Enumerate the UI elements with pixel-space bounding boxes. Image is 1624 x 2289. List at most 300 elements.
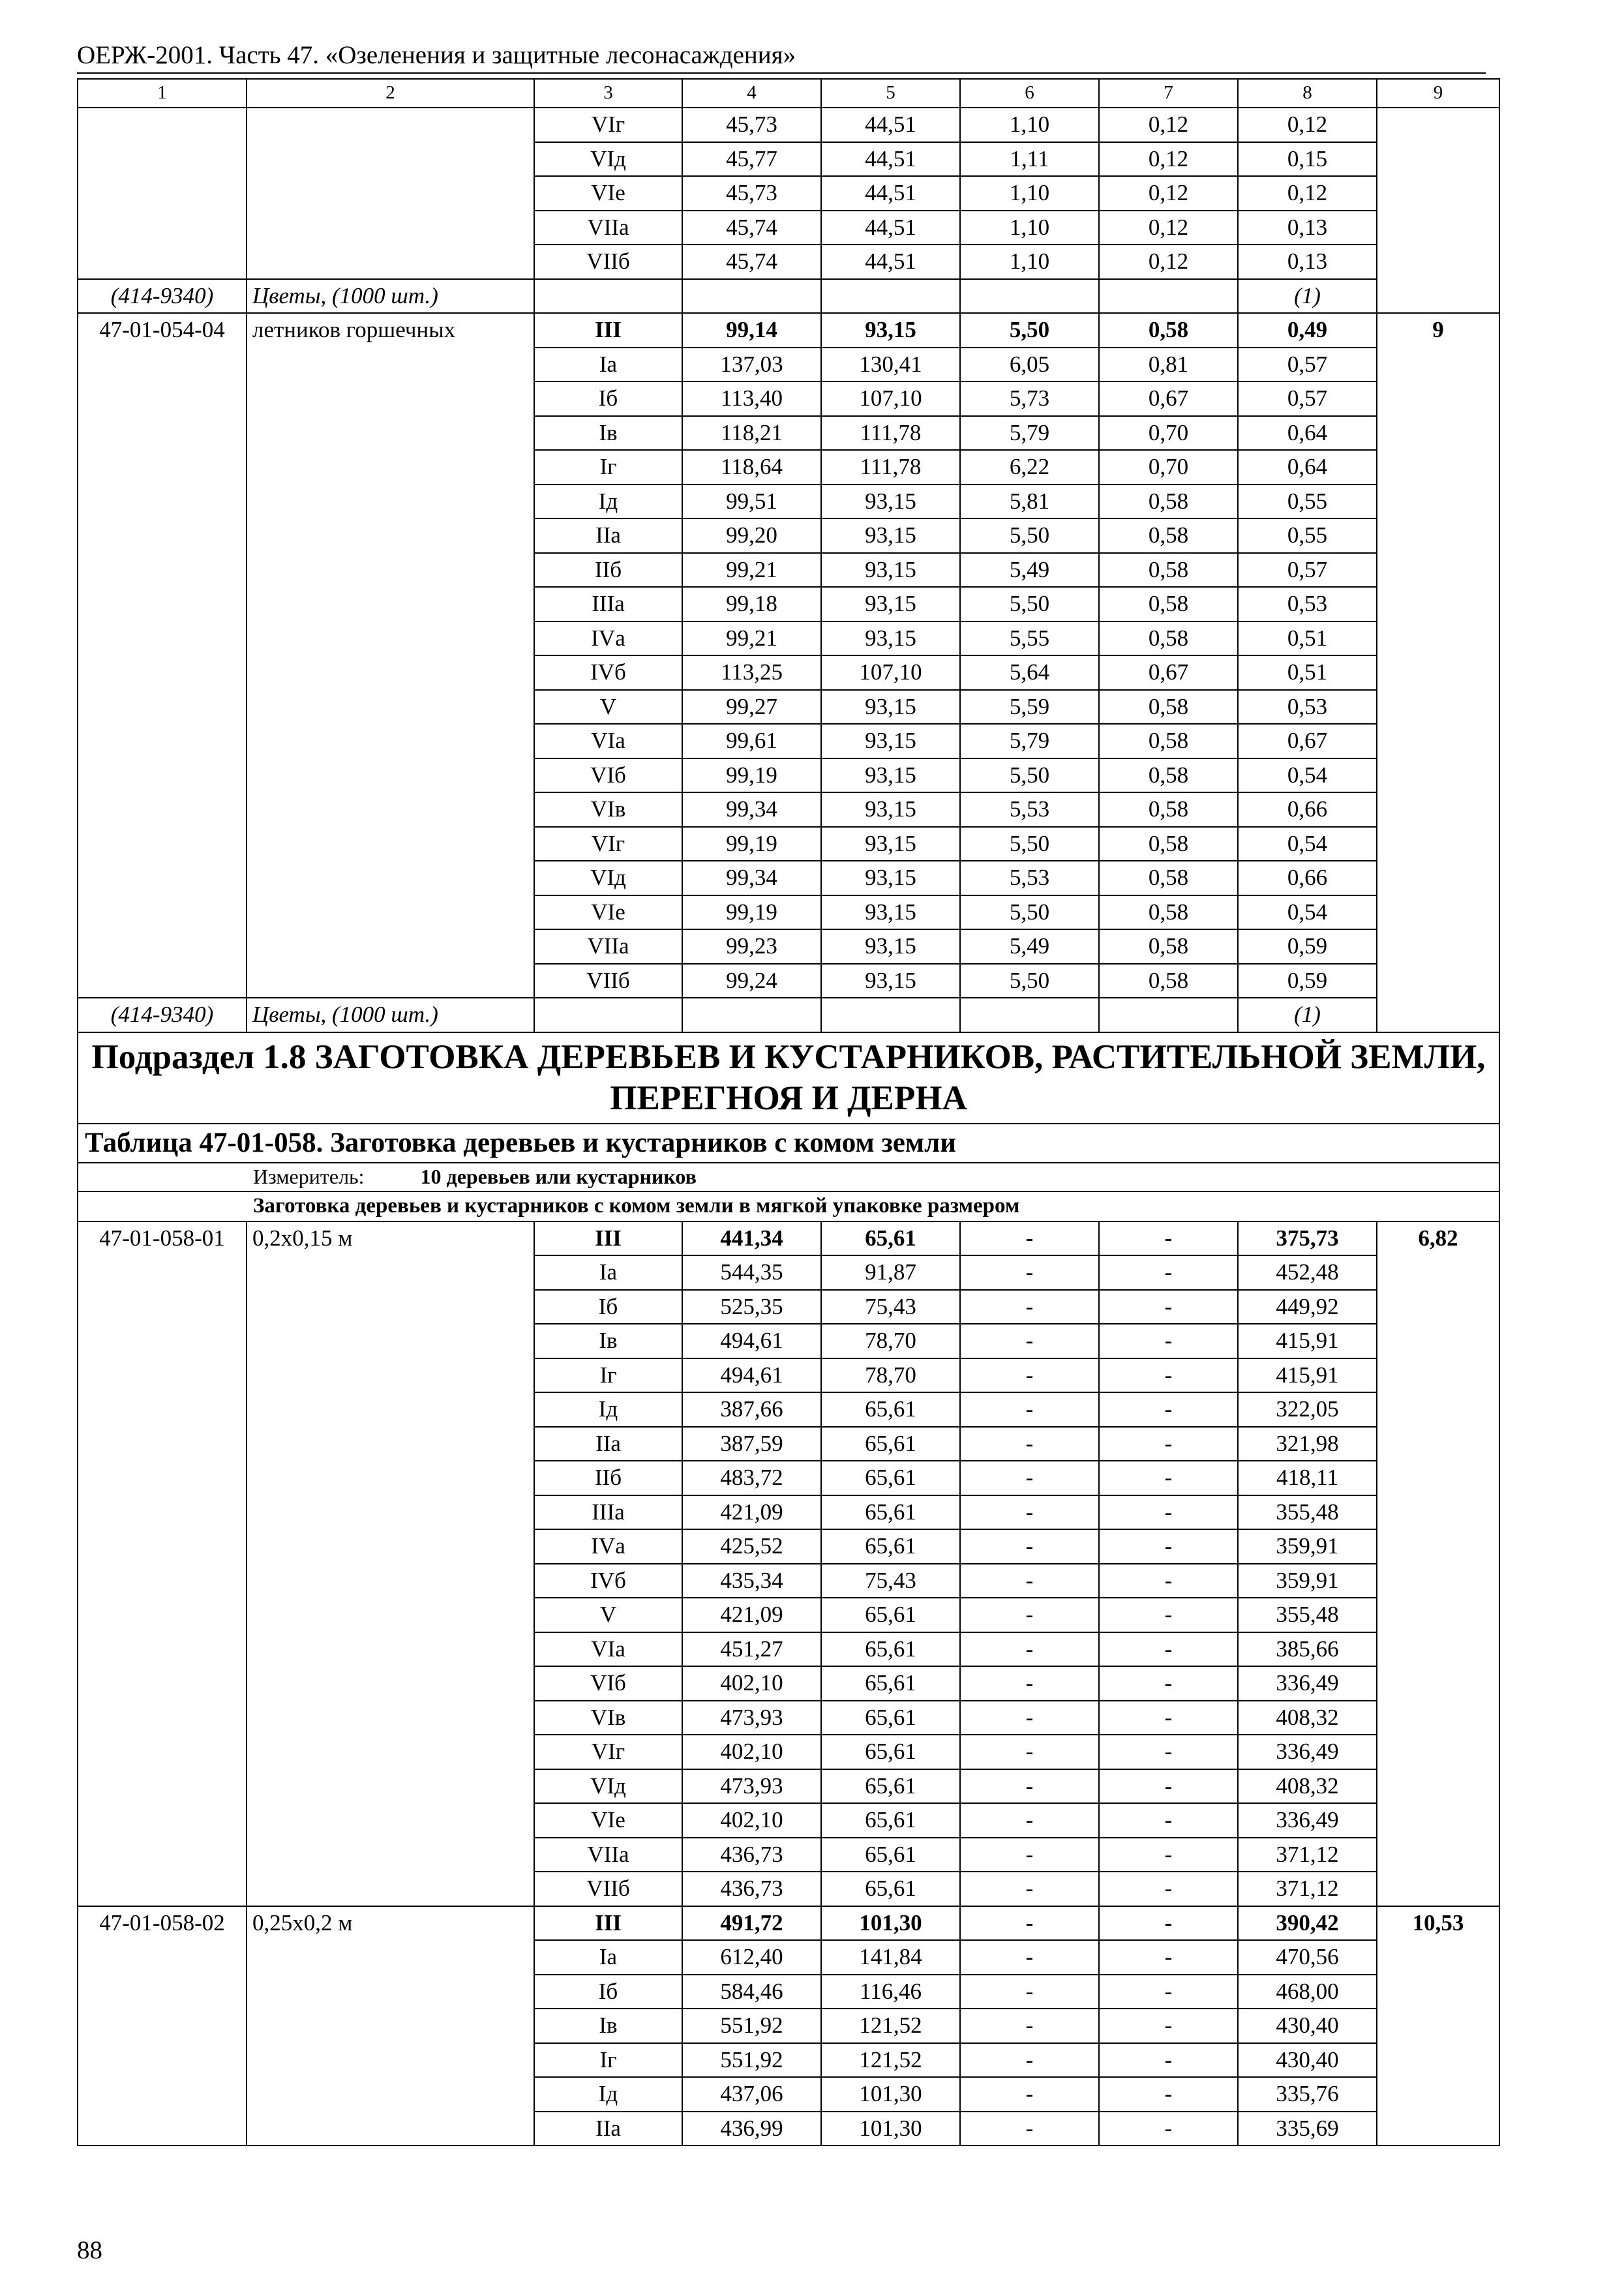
table-cell bbox=[1099, 998, 1238, 1032]
value-cell: - bbox=[1099, 1769, 1238, 1804]
table-cell bbox=[960, 998, 1099, 1032]
column-number-row bbox=[78, 79, 1499, 108]
value-cell: 93,15 bbox=[821, 518, 960, 553]
value-cell: 5,79 bbox=[960, 416, 1099, 451]
value-cell: 402,10 bbox=[682, 1735, 821, 1769]
zone-cell: Iг bbox=[534, 1358, 682, 1393]
value-cell: 0,12 bbox=[1099, 142, 1238, 177]
value-cell: 371,12 bbox=[1238, 1838, 1377, 1872]
table-cell bbox=[534, 279, 682, 314]
value-cell: 0,58 bbox=[1099, 895, 1238, 930]
value-cell: 355,48 bbox=[1238, 1598, 1377, 1632]
value-cell: 436,73 bbox=[682, 1872, 821, 1906]
norm-code: 47-01-058-01 bbox=[78, 1221, 247, 1906]
column-number: 1 bbox=[78, 79, 247, 108]
value-cell: 0,70 bbox=[1099, 450, 1238, 485]
value-cell: 5,79 bbox=[960, 724, 1099, 758]
value-cell: 0,53 bbox=[1238, 690, 1377, 725]
value-cell: 483,72 bbox=[682, 1461, 821, 1495]
value-cell: 441,34 bbox=[682, 1221, 821, 1256]
value-cell: 1,10 bbox=[960, 108, 1099, 142]
zone-cell: VIа bbox=[534, 1632, 682, 1667]
value-cell: 421,09 bbox=[682, 1495, 821, 1530]
zone-cell: VIг bbox=[534, 108, 682, 142]
value-cell: 390,42 bbox=[1238, 1906, 1377, 1941]
table-row bbox=[78, 1906, 1499, 1941]
table-cell bbox=[682, 998, 821, 1032]
value-cell: 65,61 bbox=[821, 1872, 960, 1906]
value-cell: 6,05 bbox=[960, 348, 1099, 382]
value-cell: 93,15 bbox=[821, 758, 960, 793]
value-cell: - bbox=[1099, 2112, 1238, 2146]
norm-code bbox=[78, 108, 247, 279]
value-cell: - bbox=[1099, 1461, 1238, 1495]
material-code: (414-9340) bbox=[78, 998, 247, 1032]
value-cell: 494,61 bbox=[682, 1324, 821, 1358]
value-cell: 335,69 bbox=[1238, 2112, 1377, 2146]
value-cell: 107,10 bbox=[821, 655, 960, 690]
value-cell: - bbox=[1099, 1221, 1238, 1256]
value-cell: 99,61 bbox=[682, 724, 821, 758]
value-cell: 6,22 bbox=[960, 450, 1099, 485]
value-cell: - bbox=[960, 1598, 1099, 1632]
value-cell: 101,30 bbox=[821, 2112, 960, 2146]
value-cell: 93,15 bbox=[821, 861, 960, 895]
value-cell: 65,61 bbox=[821, 1701, 960, 1735]
resource-cell: 6,82 bbox=[1377, 1221, 1499, 1906]
value-cell: 0,12 bbox=[1238, 108, 1377, 142]
value-cell: 0,12 bbox=[1238, 176, 1377, 211]
zone-cell: VIIб bbox=[534, 1872, 682, 1906]
value-cell: - bbox=[1099, 1255, 1238, 1290]
material-name: Цветы, (1000 шт.) bbox=[247, 998, 534, 1032]
value-cell: 435,34 bbox=[682, 1564, 821, 1598]
value-cell: 449,92 bbox=[1238, 1290, 1377, 1324]
zone-cell: Iд bbox=[534, 485, 682, 519]
value-cell: 107,10 bbox=[821, 382, 960, 416]
value-cell: 93,15 bbox=[821, 621, 960, 656]
value-cell: 93,15 bbox=[821, 964, 960, 998]
value-cell: 1,10 bbox=[960, 176, 1099, 211]
value-cell: 0,67 bbox=[1238, 724, 1377, 758]
material-unit-row bbox=[78, 279, 1499, 314]
value-cell: 99,19 bbox=[682, 827, 821, 861]
norm-name bbox=[247, 108, 534, 279]
value-cell: 0,51 bbox=[1238, 621, 1377, 656]
value-cell: - bbox=[1099, 1495, 1238, 1530]
value-cell: 0,58 bbox=[1099, 313, 1238, 348]
zone-cell: IIIа bbox=[534, 1495, 682, 1530]
value-cell: 78,70 bbox=[821, 1324, 960, 1358]
zone-cell: Iд bbox=[534, 1392, 682, 1427]
value-cell: 415,91 bbox=[1238, 1324, 1377, 1358]
table-cell bbox=[682, 279, 821, 314]
value-cell: 1,10 bbox=[960, 211, 1099, 245]
value-cell: 402,10 bbox=[682, 1666, 821, 1701]
value-cell: 375,73 bbox=[1238, 1221, 1377, 1256]
value-cell: 0,13 bbox=[1238, 211, 1377, 245]
column-number: 6 bbox=[960, 79, 1099, 108]
value-cell: 5,64 bbox=[960, 655, 1099, 690]
value-cell: 5,73 bbox=[960, 382, 1099, 416]
value-cell: 5,50 bbox=[960, 827, 1099, 861]
material-unit-row bbox=[78, 998, 1499, 1032]
value-cell: 0,55 bbox=[1238, 518, 1377, 553]
zone-cell: Iг bbox=[534, 450, 682, 485]
value-cell: 387,59 bbox=[682, 1427, 821, 1461]
value-cell: - bbox=[960, 1735, 1099, 1769]
value-cell: 0,58 bbox=[1099, 621, 1238, 656]
zone-cell: VIб bbox=[534, 1666, 682, 1701]
value-cell: 359,91 bbox=[1238, 1564, 1377, 1598]
value-cell: 99,19 bbox=[682, 895, 821, 930]
value-cell: 65,61 bbox=[821, 1598, 960, 1632]
value-cell: 5,50 bbox=[960, 518, 1099, 553]
value-cell: 0,58 bbox=[1099, 690, 1238, 725]
value-cell: 93,15 bbox=[821, 827, 960, 861]
zone-cell: Iа bbox=[534, 1255, 682, 1290]
value-cell: 0,58 bbox=[1099, 929, 1238, 964]
table-subtitle: Заготовка деревьев и кустарников с комом земли в мягкой упаковке размером bbox=[78, 1191, 1499, 1221]
value-cell: 473,93 bbox=[682, 1769, 821, 1804]
value-cell: 491,72 bbox=[682, 1906, 821, 1941]
value-cell: 116,46 bbox=[821, 1975, 960, 2009]
value-cell: 44,51 bbox=[821, 176, 960, 211]
table-cell bbox=[1099, 279, 1238, 314]
meter-cell bbox=[78, 1163, 1499, 1191]
zone-cell: VIа bbox=[534, 724, 682, 758]
value-cell: 5,59 bbox=[960, 690, 1099, 725]
zone-cell: VIг bbox=[534, 827, 682, 861]
zone-cell: VIд bbox=[534, 1769, 682, 1804]
material-quantity: (1) bbox=[1238, 279, 1377, 314]
zone-cell: Iб bbox=[534, 1290, 682, 1324]
value-cell: - bbox=[1099, 2043, 1238, 2078]
value-cell: 0,67 bbox=[1099, 655, 1238, 690]
value-cell: 525,35 bbox=[682, 1290, 821, 1324]
value-cell: 111,78 bbox=[821, 416, 960, 451]
value-cell: 321,98 bbox=[1238, 1427, 1377, 1461]
value-cell: 0,58 bbox=[1099, 964, 1238, 998]
value-cell: 93,15 bbox=[821, 724, 960, 758]
value-cell: 0,57 bbox=[1238, 553, 1377, 588]
value-cell: 436,73 bbox=[682, 1838, 821, 1872]
norm-code: 47-01-054-04 bbox=[78, 313, 247, 998]
value-cell: - bbox=[960, 1701, 1099, 1735]
value-cell: 44,51 bbox=[821, 211, 960, 245]
zone-cell: IIб bbox=[534, 1461, 682, 1495]
value-cell: 93,15 bbox=[821, 587, 960, 621]
value-cell: 93,15 bbox=[821, 313, 960, 348]
value-cell: 93,15 bbox=[821, 485, 960, 519]
value-cell: 5,50 bbox=[960, 313, 1099, 348]
value-cell: - bbox=[960, 1392, 1099, 1427]
meter-value: 10 деревьев или кустарников bbox=[420, 1164, 697, 1188]
value-cell: - bbox=[960, 1838, 1099, 1872]
table-cell bbox=[960, 279, 1099, 314]
value-cell: 468,00 bbox=[1238, 1975, 1377, 2009]
value-cell: 121,52 bbox=[821, 2043, 960, 2078]
value-cell: 418,11 bbox=[1238, 1461, 1377, 1495]
value-cell: - bbox=[1099, 1358, 1238, 1393]
value-cell: 65,61 bbox=[821, 1735, 960, 1769]
value-cell: 1,11 bbox=[960, 142, 1099, 177]
value-cell: 93,15 bbox=[821, 929, 960, 964]
value-cell: 335,76 bbox=[1238, 2077, 1377, 2112]
value-cell: 430,40 bbox=[1238, 2009, 1377, 2043]
column-number: 9 bbox=[1377, 79, 1499, 108]
value-cell: 101,30 bbox=[821, 2077, 960, 2112]
value-cell: 78,70 bbox=[821, 1358, 960, 1393]
value-cell: - bbox=[1099, 1427, 1238, 1461]
table-row bbox=[78, 1221, 1499, 1256]
value-cell: - bbox=[960, 2077, 1099, 2112]
norm-name: 0,2х0,15 м bbox=[247, 1221, 534, 1906]
value-cell: - bbox=[960, 1940, 1099, 1975]
value-cell: 99,24 bbox=[682, 964, 821, 998]
value-cell: 0,12 bbox=[1099, 176, 1238, 211]
value-cell: 93,15 bbox=[821, 792, 960, 827]
value-cell: 5,50 bbox=[960, 895, 1099, 930]
zone-cell: III bbox=[534, 1221, 682, 1256]
value-cell: 436,99 bbox=[682, 2112, 821, 2146]
value-cell: 0,81 bbox=[1099, 348, 1238, 382]
value-cell: 99,20 bbox=[682, 518, 821, 553]
value-cell: 0,58 bbox=[1099, 485, 1238, 519]
value-cell: - bbox=[960, 1975, 1099, 2009]
table-cell bbox=[821, 998, 960, 1032]
zone-cell: VIIа bbox=[534, 929, 682, 964]
value-cell: - bbox=[1099, 1290, 1238, 1324]
value-cell: 5,50 bbox=[960, 964, 1099, 998]
value-cell: 0,58 bbox=[1099, 724, 1238, 758]
zone-cell: VIг bbox=[534, 1735, 682, 1769]
value-cell: 425,52 bbox=[682, 1529, 821, 1564]
value-cell: - bbox=[1099, 2009, 1238, 2043]
value-cell: 473,93 bbox=[682, 1701, 821, 1735]
value-cell: - bbox=[960, 1564, 1099, 1598]
value-cell: 91,87 bbox=[821, 1255, 960, 1290]
value-cell: - bbox=[960, 1872, 1099, 1906]
value-cell: 99,14 bbox=[682, 313, 821, 348]
value-cell: - bbox=[960, 2043, 1099, 2078]
value-cell: 137,03 bbox=[682, 348, 821, 382]
section-title: Подраздел 1.8 ЗАГОТОВКА ДЕРЕВЬЕВ И КУСТАРНИКОВ, РАСТИТЕЛЬНОЙ ЗЕМЛИ, ПЕРЕГНОЯ И ДЕРНА bbox=[78, 1032, 1499, 1124]
value-cell: 402,10 bbox=[682, 1803, 821, 1838]
value-cell: 470,56 bbox=[1238, 1940, 1377, 1975]
zone-cell: IVб bbox=[534, 655, 682, 690]
value-cell: 612,40 bbox=[682, 1940, 821, 1975]
value-cell: 65,61 bbox=[821, 1838, 960, 1872]
value-cell: 385,66 bbox=[1238, 1632, 1377, 1667]
value-cell: 99,51 bbox=[682, 485, 821, 519]
value-cell: 118,21 bbox=[682, 416, 821, 451]
value-cell: 0,13 bbox=[1238, 245, 1377, 279]
value-cell: 44,51 bbox=[821, 108, 960, 142]
value-cell: 0,58 bbox=[1099, 861, 1238, 895]
value-cell: 121,52 bbox=[821, 2009, 960, 2043]
norm-name: 0,25х0,2 м bbox=[247, 1906, 534, 2146]
table-title-row bbox=[78, 1124, 1499, 1163]
value-cell: - bbox=[960, 1769, 1099, 1804]
value-cell: 0,57 bbox=[1238, 348, 1377, 382]
value-cell: 65,61 bbox=[821, 1461, 960, 1495]
value-cell: - bbox=[960, 1461, 1099, 1495]
zone-cell: VIд bbox=[534, 861, 682, 895]
header-rule bbox=[77, 72, 1486, 74]
norms-table bbox=[77, 78, 1500, 2146]
column-number: 7 bbox=[1099, 79, 1238, 108]
value-cell: - bbox=[1099, 1392, 1238, 1427]
value-cell: - bbox=[1099, 1872, 1238, 1906]
value-cell: 65,61 bbox=[821, 1221, 960, 1256]
value-cell: 65,61 bbox=[821, 1495, 960, 1530]
value-cell: - bbox=[960, 1529, 1099, 1564]
zone-cell: Iв bbox=[534, 2009, 682, 2043]
zone-cell: Iб bbox=[534, 1975, 682, 2009]
zone-cell: IIа bbox=[534, 1427, 682, 1461]
value-cell: 430,40 bbox=[1238, 2043, 1377, 2078]
value-cell: 0,54 bbox=[1238, 895, 1377, 930]
value-cell: 65,61 bbox=[821, 1392, 960, 1427]
value-cell: 0,59 bbox=[1238, 929, 1377, 964]
value-cell: 5,55 bbox=[960, 621, 1099, 656]
zone-cell: Iа bbox=[534, 348, 682, 382]
value-cell: 65,61 bbox=[821, 1632, 960, 1667]
value-cell: 408,32 bbox=[1238, 1701, 1377, 1735]
column-number: 2 bbox=[247, 79, 534, 108]
value-cell: 0,58 bbox=[1099, 792, 1238, 827]
resource-cell: 9 bbox=[1377, 313, 1499, 1032]
value-cell: 322,05 bbox=[1238, 1392, 1377, 1427]
zone-cell: VIе bbox=[534, 1803, 682, 1838]
value-cell: 111,78 bbox=[821, 450, 960, 485]
value-cell: 421,09 bbox=[682, 1598, 821, 1632]
value-cell: 494,61 bbox=[682, 1358, 821, 1393]
value-cell: 44,51 bbox=[821, 245, 960, 279]
value-cell: 99,21 bbox=[682, 621, 821, 656]
value-cell: - bbox=[1099, 1975, 1238, 2009]
zone-cell: VIIа bbox=[534, 211, 682, 245]
value-cell: - bbox=[1099, 1564, 1238, 1598]
value-cell: - bbox=[1099, 1906, 1238, 1941]
zone-cell: VIе bbox=[534, 895, 682, 930]
material-code: (414-9340) bbox=[78, 279, 247, 314]
value-cell: 5,53 bbox=[960, 861, 1099, 895]
value-cell: 0,58 bbox=[1099, 518, 1238, 553]
value-cell: - bbox=[1099, 1803, 1238, 1838]
value-cell: 0,58 bbox=[1099, 587, 1238, 621]
zone-cell: Iб bbox=[534, 382, 682, 416]
value-cell: 544,35 bbox=[682, 1255, 821, 1290]
value-cell: - bbox=[960, 1495, 1099, 1530]
value-cell: 99,27 bbox=[682, 690, 821, 725]
table-row bbox=[78, 108, 1499, 142]
value-cell: 99,18 bbox=[682, 587, 821, 621]
zone-cell: Iг bbox=[534, 2043, 682, 2078]
value-cell: 0,12 bbox=[1099, 245, 1238, 279]
value-cell: - bbox=[960, 1358, 1099, 1393]
value-cell: 93,15 bbox=[821, 895, 960, 930]
value-cell: - bbox=[960, 1906, 1099, 1941]
value-cell: 45,74 bbox=[682, 211, 821, 245]
zone-cell: IIб bbox=[534, 553, 682, 588]
value-cell: 5,53 bbox=[960, 792, 1099, 827]
zone-cell: Iв bbox=[534, 416, 682, 451]
zone-cell: III bbox=[534, 313, 682, 348]
value-cell: 65,61 bbox=[821, 1427, 960, 1461]
zone-cell: Iа bbox=[534, 1940, 682, 1975]
value-cell: - bbox=[960, 1255, 1099, 1290]
value-cell: 130,41 bbox=[821, 348, 960, 382]
value-cell: 113,40 bbox=[682, 382, 821, 416]
column-number: 4 bbox=[682, 79, 821, 108]
table-cell bbox=[821, 279, 960, 314]
value-cell: 1,10 bbox=[960, 245, 1099, 279]
material-name: Цветы, (1000 шт.) bbox=[247, 279, 534, 314]
zone-cell: Iд bbox=[534, 2077, 682, 2112]
column-number: 8 bbox=[1238, 79, 1377, 108]
section-row bbox=[78, 1032, 1499, 1124]
value-cell: 99,34 bbox=[682, 792, 821, 827]
value-cell: 408,32 bbox=[1238, 1769, 1377, 1804]
zone-cell: VIIб bbox=[534, 964, 682, 998]
value-cell: 336,49 bbox=[1238, 1735, 1377, 1769]
value-cell: 99,34 bbox=[682, 861, 821, 895]
value-cell: 0,54 bbox=[1238, 827, 1377, 861]
resource-cell: 10,53 bbox=[1377, 1906, 1499, 2146]
value-cell: 75,43 bbox=[821, 1290, 960, 1324]
value-cell: - bbox=[960, 1427, 1099, 1461]
zone-cell: VIд bbox=[534, 142, 682, 177]
zone-cell: III bbox=[534, 1906, 682, 1941]
value-cell: 0,12 bbox=[1099, 108, 1238, 142]
zone-cell: IVб bbox=[534, 1564, 682, 1598]
value-cell: - bbox=[1099, 1701, 1238, 1735]
zone-cell: VIб bbox=[534, 758, 682, 793]
value-cell: 141,84 bbox=[821, 1940, 960, 1975]
value-cell: 0,59 bbox=[1238, 964, 1377, 998]
zone-cell: VIв bbox=[534, 792, 682, 827]
table-title: Таблица 47-01-058. Заготовка деревьев и кустарников с комом земли bbox=[78, 1124, 1499, 1163]
value-cell: 0,70 bbox=[1099, 416, 1238, 451]
value-cell: - bbox=[1099, 1324, 1238, 1358]
value-cell: 65,61 bbox=[821, 1803, 960, 1838]
material-quantity: (1) bbox=[1238, 998, 1377, 1032]
value-cell: 113,25 bbox=[682, 655, 821, 690]
value-cell: 5,50 bbox=[960, 758, 1099, 793]
value-cell: 99,21 bbox=[682, 553, 821, 588]
zone-cell: VIе bbox=[534, 176, 682, 211]
value-cell: 0,51 bbox=[1238, 655, 1377, 690]
value-cell: 93,15 bbox=[821, 553, 960, 588]
value-cell: - bbox=[960, 2009, 1099, 2043]
zone-cell: IIIа bbox=[534, 587, 682, 621]
value-cell: 0,54 bbox=[1238, 758, 1377, 793]
zone-cell: Iв bbox=[534, 1324, 682, 1358]
value-cell: 584,46 bbox=[682, 1975, 821, 2009]
value-cell: 0,55 bbox=[1238, 485, 1377, 519]
value-cell: 0,58 bbox=[1099, 758, 1238, 793]
value-cell: - bbox=[1099, 1529, 1238, 1564]
value-cell: 0,58 bbox=[1099, 553, 1238, 588]
value-cell: - bbox=[1099, 1838, 1238, 1872]
value-cell: - bbox=[1099, 1940, 1238, 1975]
value-cell: 45,74 bbox=[682, 245, 821, 279]
zone-cell: VIIа bbox=[534, 1838, 682, 1872]
value-cell: 0,58 bbox=[1099, 827, 1238, 861]
value-cell: - bbox=[960, 1803, 1099, 1838]
